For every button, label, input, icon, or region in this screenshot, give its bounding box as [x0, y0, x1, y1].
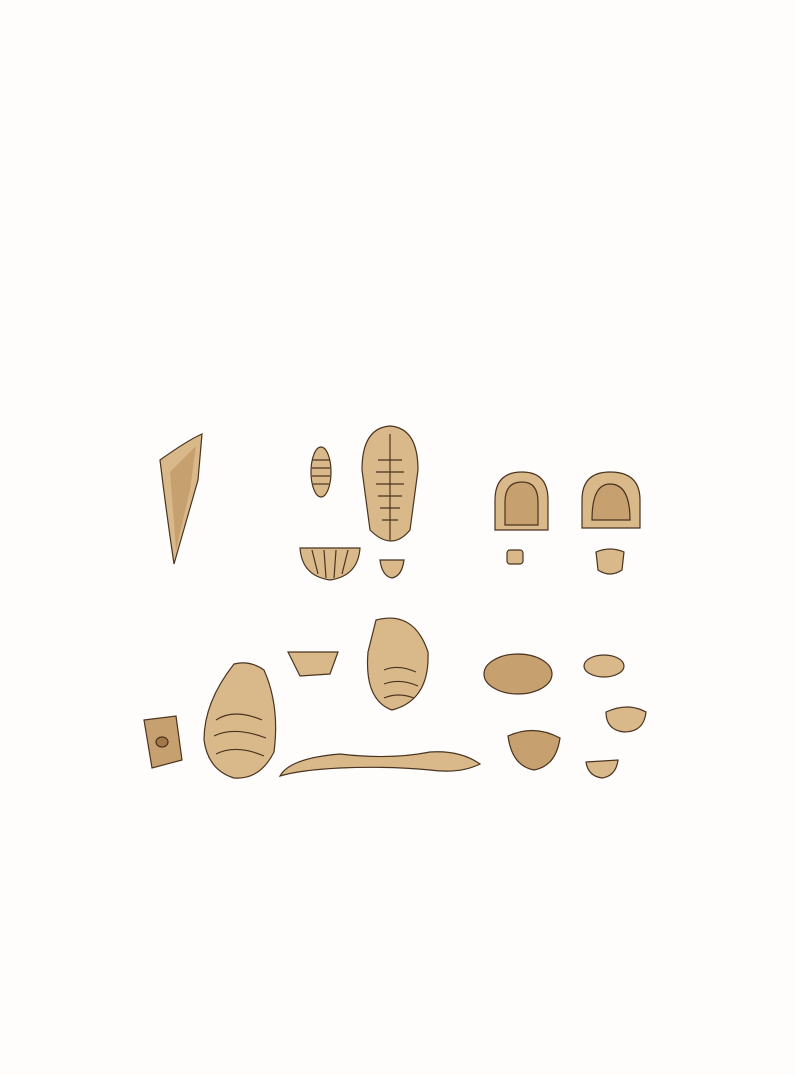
paradoxides-illustration — [280, 618, 480, 776]
microdiscus-small-illustration — [311, 447, 331, 497]
fossil-figure — [130, 420, 660, 820]
fossil-illustration — [130, 420, 660, 820]
agnostus-illustration — [495, 472, 640, 574]
theca-antiqua-illustration — [160, 434, 202, 564]
microdiscus-pygidium-illustration — [300, 548, 404, 580]
leperditia-illustration — [484, 654, 646, 778]
paragraph-bottom — [133, 848, 661, 852]
trilobite-large-illustration — [362, 426, 418, 541]
lingulella-illustration — [144, 663, 276, 778]
